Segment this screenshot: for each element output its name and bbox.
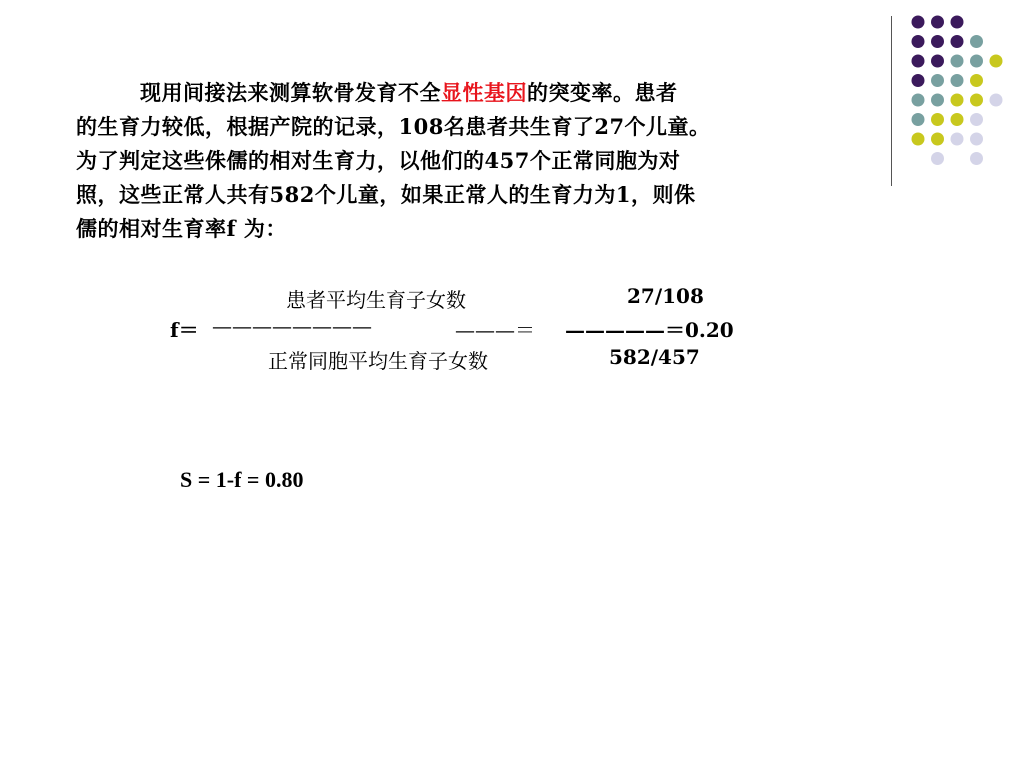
decor-dot [970, 35, 983, 48]
decor-dot [931, 94, 944, 107]
formula-fraction-bar-2: ———＝ [455, 318, 535, 342]
decor-dot [931, 133, 944, 146]
decor-dot [951, 55, 964, 68]
formula-fraction-bar-1: ———————— [212, 314, 372, 338]
highlight-dominant-gene: 显性基因 [441, 80, 527, 105]
decor-dot [970, 94, 983, 107]
paragraph-line-2: 的生育力较低，根据产院的记录，108名患者共生育了27个儿童。 [76, 114, 711, 139]
formula-denominator-value: 582/457 [609, 345, 700, 369]
formula-lhs: f＝ [170, 318, 199, 342]
decor-dot [912, 74, 925, 87]
decor-dot [951, 16, 964, 29]
decor-dot [970, 152, 983, 165]
decor-dot [951, 94, 964, 107]
decor-dot [912, 55, 925, 68]
decor-dot [990, 55, 1003, 68]
decor-dot [931, 35, 944, 48]
paragraph-line-5: 儒的相对生育率f 为： [76, 216, 287, 241]
decor-dot [951, 35, 964, 48]
decor-dot [951, 133, 964, 146]
decor-dot [931, 152, 944, 165]
decor-dot [912, 133, 925, 146]
formula-numerator-text: 患者平均生育子女数 [286, 288, 466, 312]
paragraph-line-1: 现用间接法来测算软骨发育不全显性基因的突变率。患者 [140, 80, 678, 105]
formula-numerator-value: 27/108 [627, 284, 704, 308]
decor-dot [912, 113, 925, 126]
decor-dot [951, 113, 964, 126]
decor-dot [970, 133, 983, 146]
decor-dot [912, 94, 925, 107]
vertical-divider [891, 16, 892, 186]
decor-dot [970, 74, 983, 87]
paragraph-line-4: 照，这些正常人共有582个儿童，如果正常人的生育力为1，则侏 [76, 182, 696, 207]
decor-dot [912, 16, 925, 29]
decor-dot [970, 55, 983, 68]
result-equation: S = 1-f = 0.80 [180, 467, 304, 492]
decor-dot [990, 94, 1003, 107]
decor-dot [931, 55, 944, 68]
decor-dot [931, 74, 944, 87]
decor-dot [970, 113, 983, 126]
decor-dot [931, 16, 944, 29]
decor-dot [951, 74, 964, 87]
paragraph-line-3: 为了判定这些侏儒的相对生育力，以他们的457个正常同胞为对 [76, 148, 681, 173]
formula-fraction-bar-3: —————＝0.20 [565, 318, 734, 342]
formula-denominator-text: 正常同胞平均生育子女数 [268, 349, 488, 373]
problem-paragraph [76, 76, 884, 246]
decor-dot [912, 35, 925, 48]
decor-dot [931, 113, 944, 126]
